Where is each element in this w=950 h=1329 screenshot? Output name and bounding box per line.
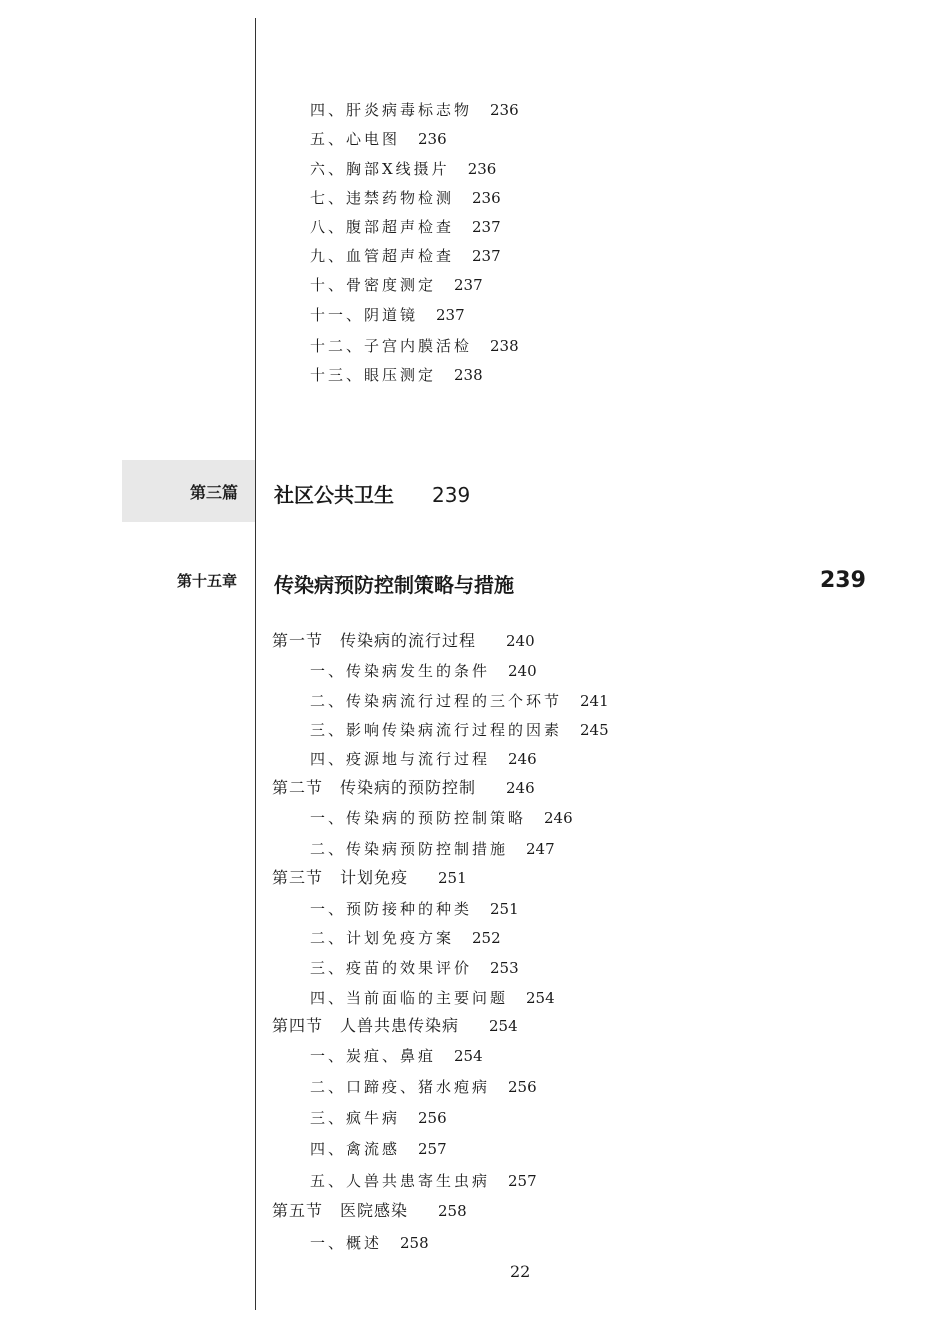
- toc-entry-label: 一、概述: [310, 1234, 383, 1252]
- toc-entry-label: 四、肝炎病毒标志物: [310, 101, 473, 119]
- toc-entry-page: 236: [472, 189, 501, 207]
- toc-entry[interactable]: [310, 275, 483, 295]
- toc-entry-page: 253: [490, 959, 519, 977]
- toc-entry-label: 第二节 传染病的预防控制: [272, 778, 477, 797]
- toc-entry-label: 二、传染病预防控制措施: [310, 840, 509, 858]
- toc-entry-page: 237: [472, 218, 501, 236]
- toc-entry[interactable]: [310, 1046, 483, 1066]
- toc-entry-page: 256: [508, 1078, 537, 1096]
- toc-entry-page: 241: [580, 692, 609, 710]
- toc-entry-page: 258: [400, 1234, 429, 1252]
- part-page: 239: [432, 483, 471, 507]
- toc-entry-page: 236: [467, 160, 497, 178]
- toc-entry-page: 245: [580, 721, 609, 739]
- toc-entry-label: 三、影响传染病流行过程的因素: [310, 721, 563, 739]
- toc-section[interactable]: [272, 778, 535, 798]
- toc-entry-page: 246: [506, 779, 535, 797]
- toc-entry-page: 254: [526, 989, 555, 1007]
- toc-entry-page: 246: [508, 750, 537, 768]
- toc-entry[interactable]: [310, 928, 501, 948]
- toc-entry-label: 十、骨密度测定: [310, 276, 437, 294]
- toc-entry-label: 四、当前面临的主要问题: [310, 989, 509, 1007]
- toc-entry-page: 238: [490, 337, 519, 355]
- toc-entry[interactable]: [310, 691, 609, 711]
- toc-entry[interactable]: [310, 720, 609, 740]
- toc-entry-page: 240: [508, 662, 537, 680]
- toc-entry-page: 236: [490, 101, 519, 119]
- part-title: 社区公共卫生: [274, 483, 394, 507]
- toc-entry-label: 第三节 计划免疫: [272, 868, 409, 887]
- toc-entry-page: 237: [436, 306, 465, 324]
- toc-entry[interactable]: [310, 899, 519, 919]
- toc-entry[interactable]: [310, 129, 447, 149]
- toc-entry[interactable]: [310, 159, 496, 179]
- toc-entry[interactable]: [310, 839, 555, 859]
- toc-entry-page: 247: [526, 840, 555, 858]
- toc-entry-label: 一、预防接种的种类: [310, 900, 473, 918]
- toc-entry-label: 三、疫苗的效果评价: [310, 959, 473, 977]
- toc-entry-label: 一、传染病发生的条件: [310, 662, 491, 680]
- toc-entry[interactable]: [310, 305, 465, 325]
- toc-entry-label: 十二、子宫内膜活检: [310, 337, 473, 355]
- toc-entry-page: 254: [489, 1017, 518, 1035]
- toc-entry-label: 第一节 传染病的流行过程: [272, 631, 477, 650]
- toc-entry[interactable]: [310, 246, 501, 266]
- toc-section[interactable]: [272, 1016, 518, 1036]
- toc-entry[interactable]: [310, 958, 519, 978]
- toc-entry[interactable]: [310, 661, 537, 681]
- toc-entry[interactable]: [310, 988, 555, 1008]
- toc-entry-page: 236: [418, 130, 447, 148]
- toc-entry-label: 一、炭疽、鼻疽: [310, 1047, 437, 1065]
- toc-entry-label: 七、违禁药物检测: [310, 189, 455, 207]
- toc-entry-page: 256: [418, 1109, 447, 1127]
- toc-entry[interactable]: [310, 100, 519, 120]
- toc-entry-label: 六、胸部X线摄片: [310, 160, 450, 178]
- margin-rule: [255, 18, 256, 1310]
- toc-entry-label: 二、口蹄疫、猪水疱病: [310, 1078, 491, 1096]
- toc-entry-label: 二、传染病流行过程的三个环节: [310, 692, 563, 710]
- toc-entry[interactable]: [310, 1077, 537, 1097]
- toc-entry[interactable]: [310, 188, 501, 208]
- toc-entry[interactable]: [310, 336, 519, 356]
- toc-entry-label: 五、人兽共患寄生虫病: [310, 1172, 491, 1190]
- toc-entry-page: 251: [490, 900, 519, 918]
- toc-entry-page: 257: [418, 1140, 447, 1158]
- page-number: 22: [510, 1262, 531, 1281]
- toc-entry-page: 240: [506, 632, 535, 650]
- toc-entry[interactable]: [310, 217, 501, 237]
- toc-entry[interactable]: [310, 1171, 537, 1191]
- toc-entry[interactable]: [310, 1108, 447, 1128]
- toc-entry-label: 一、传染病的预防控制策略: [310, 809, 527, 827]
- chapter-page: 239: [820, 568, 866, 593]
- toc-entry-page: 254: [454, 1047, 483, 1065]
- chapter-label: 第十五章: [177, 572, 238, 590]
- toc-entry-page: 246: [544, 809, 573, 827]
- toc-section[interactable]: [272, 868, 467, 888]
- toc-entry-page: 252: [472, 929, 501, 947]
- toc-entry-label: 九、血管超声检查: [310, 247, 455, 265]
- toc-entry[interactable]: [310, 808, 573, 828]
- toc-entry-label: 十一、阴道镜: [310, 306, 419, 324]
- toc-entry-label: 二、计划免疫方案: [310, 929, 455, 947]
- toc-entry-label: 第四节 人兽共患传染病: [272, 1016, 460, 1035]
- toc-entry-label: 十三、眼压测定: [310, 366, 437, 384]
- toc-entry[interactable]: [310, 365, 483, 385]
- toc-entry-page: 257: [508, 1172, 537, 1190]
- toc-entry-page: 258: [438, 1202, 467, 1220]
- toc-section[interactable]: [272, 1201, 467, 1221]
- toc-entry-label: 第五节 医院感染: [272, 1201, 409, 1220]
- toc-entry-page: 237: [472, 247, 501, 265]
- toc-entry-page: 238: [454, 366, 483, 384]
- toc-entry-label: 四、疫源地与流行过程: [310, 750, 491, 768]
- chapter-title[interactable]: 传染病预防控制策略与措施: [274, 573, 514, 597]
- toc-entry[interactable]: [310, 1139, 447, 1159]
- toc-entry-label: 八、腹部超声检查: [310, 218, 455, 236]
- toc-entry-label: 四、禽流感: [310, 1140, 401, 1158]
- toc-entry[interactable]: [310, 1233, 429, 1253]
- toc-section[interactable]: [272, 631, 535, 651]
- toc-entry-label: 五、心电图: [310, 130, 401, 148]
- part-label: 第三篇: [190, 483, 239, 502]
- part-heading[interactable]: [274, 479, 470, 508]
- toc-entry-page: 237: [454, 276, 483, 294]
- toc-entry[interactable]: [310, 749, 537, 769]
- toc-entry-page: 251: [438, 869, 467, 887]
- toc-entry-label: 三、疯牛病: [310, 1109, 401, 1127]
